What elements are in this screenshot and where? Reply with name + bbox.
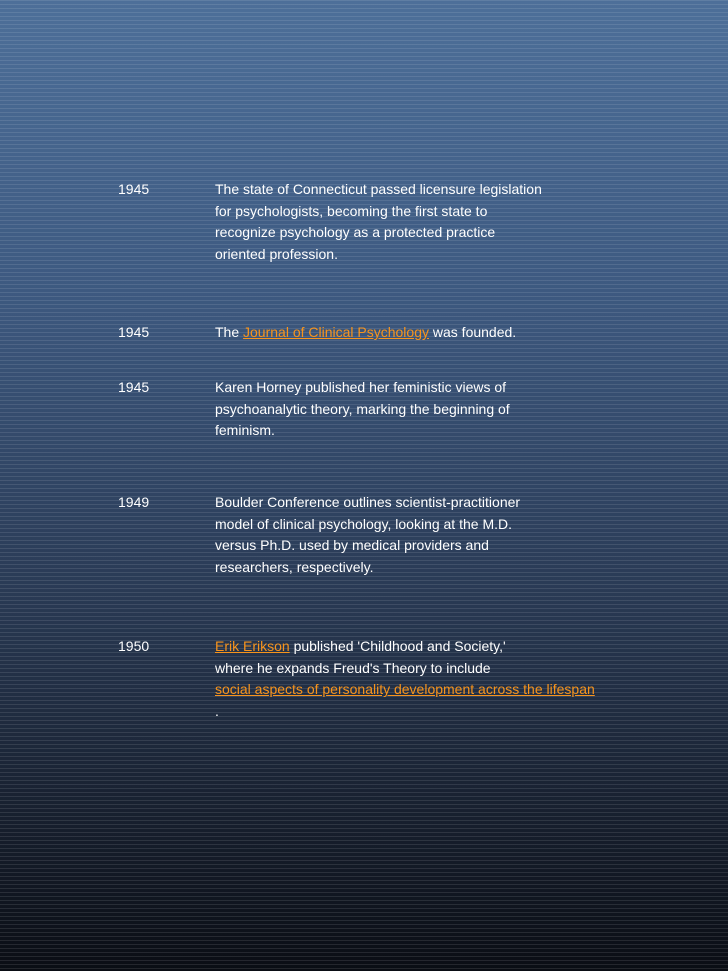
description-line: recognize psychology as a protected practice <box>215 224 496 241</box>
description-line: where he expands Freud's Theory to include <box>215 659 491 676</box>
description-line: model of clinical psychology, looking at the M.D. <box>215 515 512 532</box>
description-line: Boulder Conference outlines scientist-practitioner <box>215 494 521 510</box>
entry-description <box>215 377 510 442</box>
description-line: . <box>215 703 219 720</box>
description-line: for psychologists, becoming the first state to <box>215 202 488 219</box>
entry-description <box>215 636 595 723</box>
description-line <box>215 322 516 344</box>
entry-year: 1945 <box>118 181 150 197</box>
entry-description <box>215 492 520 579</box>
description-line: researchers, respectively. <box>215 559 374 576</box>
description-prefix: The <box>215 324 244 340</box>
journal-of-clinical-psychology-link[interactable]: Journal of Clinical Psychology <box>243 324 429 340</box>
description-line: oriented profession. <box>215 246 338 263</box>
description-line: psychoanalytic theory, marking the beginning of <box>215 400 510 417</box>
entry-description <box>215 322 516 344</box>
description-line: Karen Horney published her feministic views of <box>215 379 507 395</box>
description-line: feminism. <box>215 422 275 439</box>
erik-erikson-link[interactable]: Erik Erikson <box>215 638 290 654</box>
entry-year: 1945 <box>118 379 150 395</box>
entry-year: 1950 <box>118 638 150 654</box>
description-suffix: was founded. <box>429 324 517 340</box>
entry-description <box>215 179 542 266</box>
description-line <box>215 679 595 701</box>
description-line: The state of Connecticut passed licensure legislation <box>215 181 542 197</box>
entry-year: 1949 <box>118 494 150 510</box>
social-aspects-link[interactable]: social aspects of personality development across the lifespan <box>215 681 595 698</box>
entry-year: 1945 <box>118 324 150 340</box>
description-line <box>215 636 595 658</box>
description-line: versus Ph.D. used by medical providers and <box>215 537 489 554</box>
description-text: published 'Childhood and Society,' <box>289 638 506 654</box>
